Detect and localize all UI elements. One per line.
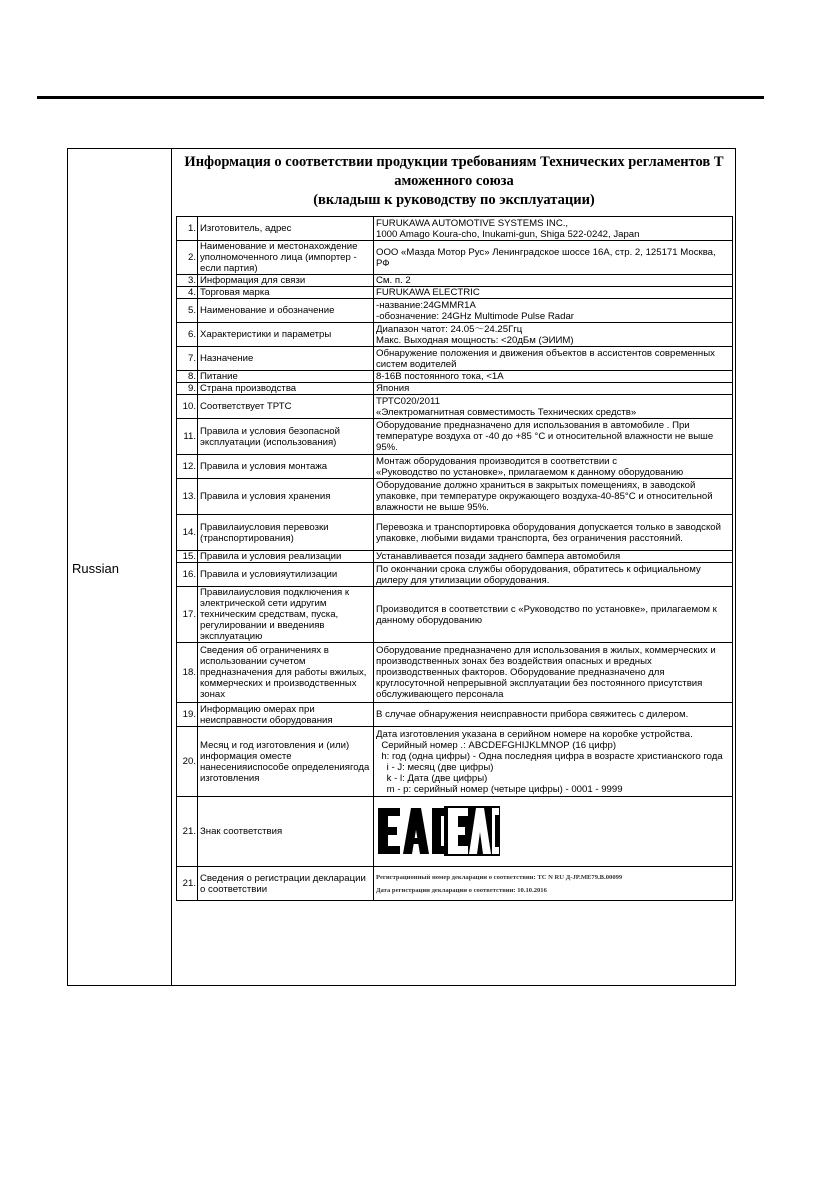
table-row [177, 419, 733, 455]
row-value-line: «Руководство по установке», прилагаемом к данному оборудованию [376, 466, 684, 478]
row-value-line: Дата изготовления указана в серийном номере на коробке устройства. [376, 728, 693, 740]
row-label: Сведения об ограничениях в использовании сучетом предназначения для работы вжилых, коммерческих и производственных зонах [198, 643, 374, 703]
language-label: Russian [72, 561, 119, 576]
row-number: 1. [177, 217, 198, 241]
table-row [177, 703, 733, 727]
row-value [374, 563, 733, 587]
row-value-line: Диапазон чатот: 24.05～24.25Ггц [376, 323, 523, 335]
row-number: 3. [177, 275, 198, 287]
row-number: 10. [177, 395, 198, 419]
row-label: Информация для связи [198, 275, 374, 287]
row-value-line: Перевозка и транспортировка оборудования допускается только в заводской упаковке, любыми видами транспорта, без ограничения расстояний. [376, 521, 721, 544]
row-label: Наименование и обозначение [198, 299, 374, 323]
row-label: Сведения о регистрации декларации о соответствии [198, 867, 374, 901]
row-number: 15. [177, 551, 198, 563]
row-value [374, 703, 733, 727]
row-number: 13. [177, 479, 198, 515]
row-value-line: FURUKAWA AUTOMOTIVE SYSTEMS INC., [376, 217, 569, 229]
language-column [68, 149, 172, 985]
row-value [374, 287, 733, 299]
row-value [374, 371, 733, 383]
table-row [177, 299, 733, 323]
row-value-line: «Электромагнитная совместимость Технических средств» [376, 406, 637, 418]
document-title [176, 153, 732, 210]
row-value-line: ООО «Мазда Мотор Рус» Ленинградское шоссе 16А, стр. 2, 125171 Москва, РФ [376, 246, 716, 269]
row-number: 7. [177, 347, 198, 371]
row-value-line: Серийный номер .: ABCDEFGHIJKLMNOP (16 цифр) [376, 739, 617, 751]
header-rule [37, 96, 764, 99]
row-number: 20. [177, 727, 198, 797]
row-value [374, 299, 733, 323]
row-number: 4. [177, 287, 198, 299]
row-number: 8. [177, 371, 198, 383]
row-value [374, 383, 733, 395]
row-value [374, 275, 733, 287]
row-label: Изготовитель, адрес [198, 217, 374, 241]
row-number: 11. [177, 419, 198, 455]
row-value-line: Обнаружение положения и движения объектов в ассистентов современных систем водителей [376, 347, 715, 370]
row-value-line: Регистрационный номер декларации о соответствии: ТС N RU Д-JP.ME79.B.00099 [376, 873, 623, 881]
row-value [374, 479, 733, 515]
row-value-line: -название:24GMMR1A [376, 299, 476, 311]
row-value [374, 419, 733, 455]
row-label: Характеристики и параметры [198, 323, 374, 347]
title-line-2: аможенного союза [394, 173, 514, 189]
row-value-line: Япония [376, 383, 410, 394]
row-label: Знак соответствия [198, 797, 374, 867]
row-number: 21. [177, 867, 198, 901]
row-number: 14. [177, 515, 198, 551]
row-label: Правилаиусловия подключения к электрической сети идругим техническим средствам, пуска, регулировании и введенияв эксплуатацию [198, 587, 374, 643]
table-row [177, 275, 733, 287]
row-value-line: m - p: серийный номер (четыре цифры) - 0001 - 9999 [376, 783, 623, 795]
table-row [177, 371, 733, 383]
row-label: Информацию омерах при неисправности оборудования [198, 703, 374, 727]
row-number: 18. [177, 643, 198, 703]
row-label: Правила и условия безопасной эксплуатации (использования) [198, 419, 374, 455]
table-row [177, 563, 733, 587]
table-row [177, 643, 733, 703]
row-number: 9. [177, 383, 198, 395]
table-row [177, 241, 733, 275]
row-value-line: h: год (одна цифры) - Одна последняя цифра в возрасте христианского года [376, 750, 723, 762]
row-number: 19. [177, 703, 198, 727]
row-label: Питание [198, 371, 374, 383]
row-number: 12. [177, 455, 198, 479]
table-row [177, 551, 733, 563]
row-value-line: i - J: месяц (две цифры) [376, 761, 494, 773]
row-value [374, 551, 733, 563]
row-label: Соответствует ТРТС [198, 395, 374, 419]
row-value-line: См. п. 2 [376, 275, 411, 286]
row-label: Торговая марка [198, 287, 374, 299]
row-number: 6. [177, 323, 198, 347]
table-row [177, 395, 733, 419]
row-value-line: В случае обнаружения неисправности прибора свяжитесь с дилером. [376, 709, 689, 720]
table-row [177, 515, 733, 551]
table-row [177, 383, 733, 395]
table-row [177, 287, 733, 299]
row-value-line: Дата регистрации декларации о соответствии: 10.10.2016 [376, 886, 547, 894]
row-value [374, 323, 733, 347]
table-row [177, 727, 733, 797]
row-value-line: -обозначение: 24GHz Multimode Pulse Radar [376, 310, 574, 322]
row-number: 16. [177, 563, 198, 587]
row-value-line: По окончании срока службы оборудования, обратитесь к официальному дилеру для утилизации оборудования. [376, 563, 701, 586]
table-row [177, 797, 733, 867]
row-value-line: Устанавливается позади заднего бампера автомобиля [376, 551, 621, 562]
row-value-line: k - l: Дата (две цифры) [376, 772, 488, 784]
regulation-table [176, 216, 733, 901]
table-row [177, 867, 733, 901]
row-value [374, 587, 733, 643]
row-number: 17. [177, 587, 198, 643]
eac-mark-icon [378, 806, 500, 859]
row-value [374, 217, 733, 241]
row-value [374, 727, 733, 797]
row-value-line: 8-16В постоянного тока, <1А [376, 371, 504, 382]
row-number: 5. [177, 299, 198, 323]
row-value [374, 395, 733, 419]
row-value-line: 1000 Amago Koura-cho, Inukami-gun, Shiga 522-0242, Japan [376, 228, 640, 240]
title-line-3: (вкладыш к руководству по эксплуатации) [313, 192, 595, 208]
row-value-line: FURUKAWA ELECTRIC [376, 287, 480, 298]
row-label: Правила и условия монтажа [198, 455, 374, 479]
row-label: Правилаиусловия перевозки (транспортирования) [198, 515, 374, 551]
row-label: Назначение [198, 347, 374, 371]
declaration-frame [67, 148, 736, 986]
table-row [177, 217, 733, 241]
row-value-line: ТРТС020/2011 [376, 395, 440, 407]
table-row [177, 323, 733, 347]
row-value [374, 241, 733, 275]
table-row [177, 455, 733, 479]
table-row [177, 479, 733, 515]
row-label: Правила и условия хранения [198, 479, 374, 515]
row-label: Правила и условияутилизации [198, 563, 374, 587]
row-value-line: Оборудование предназначено для использования в автомобиле . При температуре воздуха от -40 до +85 °C и относительной влажности не выше 95%. [376, 420, 714, 453]
row-value [374, 797, 733, 867]
row-label: Наименование и местонахождение уполномоченного лица (импортер - если партия) [198, 241, 374, 275]
row-value [374, 347, 733, 371]
row-value [374, 867, 733, 901]
table-row [177, 587, 733, 643]
table-row [177, 347, 733, 371]
row-value-line: Монтаж оборудования производится в соответствии с [376, 455, 618, 467]
row-number: 21. [177, 797, 198, 867]
row-value [374, 515, 733, 551]
title-line-1: Информация о соответствии продукции требованиям Технических регламентов Т [184, 154, 724, 170]
row-value-line: Оборудование должно храниться в закрытых помещениях, в заводской упаковке, при температуре окружающего воздуха-40-85°C и относительной влажности не выше 95%. [376, 480, 713, 513]
row-value [374, 455, 733, 479]
row-number: 2. [177, 241, 198, 275]
row-value [374, 643, 733, 703]
row-label: Месяц и год изготовления и (или) информация оместе нанесенияиспособе определениягода изготовления [198, 727, 374, 797]
row-label: Правила и условия реализации [198, 551, 374, 563]
row-value-line: Макс. Выходная мощность: <20дБм (ЭИИМ) [376, 334, 574, 346]
row-value-line: Оборудование предназначено для использования в жилых, коммерческих и производственных зонах без воздействия опасных и вредных производственных факторов. Оборудование предназначено для круглосуточной непрерывной эксплуатации без постоянного присутствия обслуживающего персонала [376, 645, 716, 700]
row-value-line: Производится в соответствии с «Руководство по установке», прилагаемом к данному оборудованию [376, 603, 717, 626]
row-label: Страна производства [198, 383, 374, 395]
